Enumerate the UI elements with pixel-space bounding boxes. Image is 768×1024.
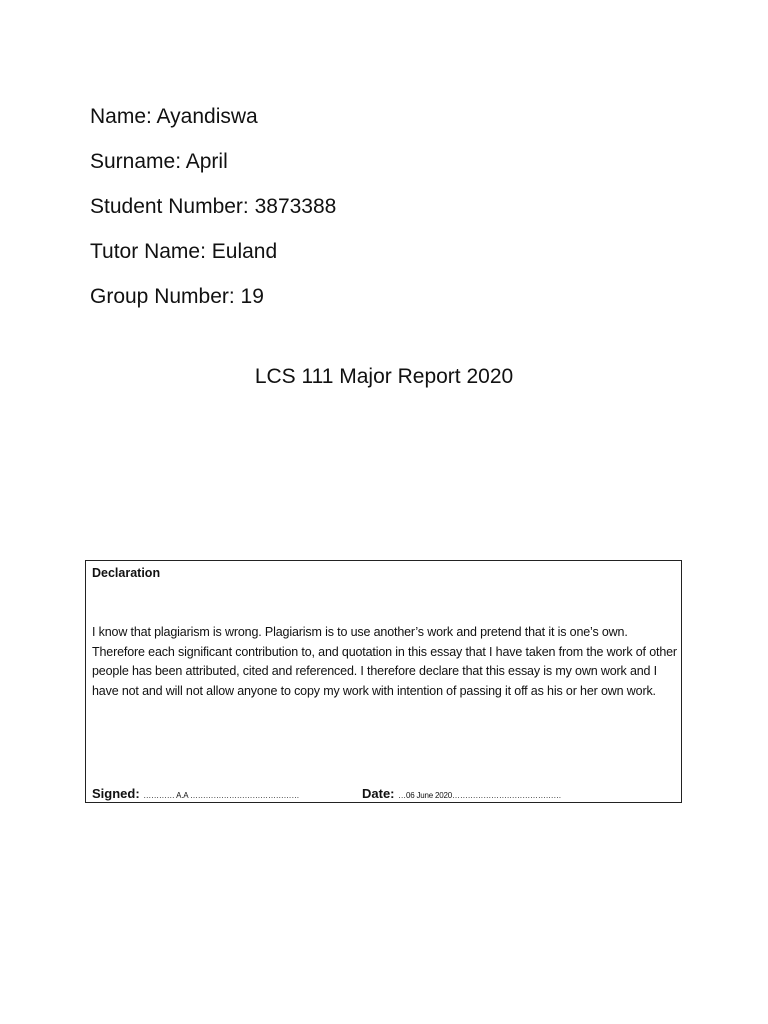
declaration-box (85, 560, 682, 803)
student-surname: Surname: April (90, 150, 228, 173)
group-number: Group Number: 19 (90, 285, 264, 308)
declaration-heading: Declaration (92, 566, 161, 580)
student-info-block (90, 94, 336, 319)
date-row (362, 786, 561, 804)
student-number: Student Number: 3873388 (90, 195, 337, 218)
date-value: …06 June 2020…………………………………… (398, 791, 562, 800)
student-name: Name: Ayandiswa (90, 105, 258, 128)
report-title: LCS 111 Major Report 2020 (254, 365, 514, 388)
date-label: Date: (362, 786, 395, 801)
signed-value: ………… A.A …………………………………… (143, 791, 300, 800)
signed-label: Signed: (92, 786, 140, 801)
tutor-name: Tutor Name: Euland (90, 240, 278, 263)
declaration-body (92, 623, 677, 701)
signature-row (92, 786, 299, 804)
declaration-text: I know that plagiarism is wrong. Plagiarism is to use another’s work and pretend that it is one’s own. Therefore each significant contribution to, and quotation in this essay that I have taken from the work of other people has been attributed, cited and referenced. I therefore declare that this essay is my own work and I have not and will not allow anyone to copy my work with intention of passing it off as his or her own work. (92, 625, 677, 698)
